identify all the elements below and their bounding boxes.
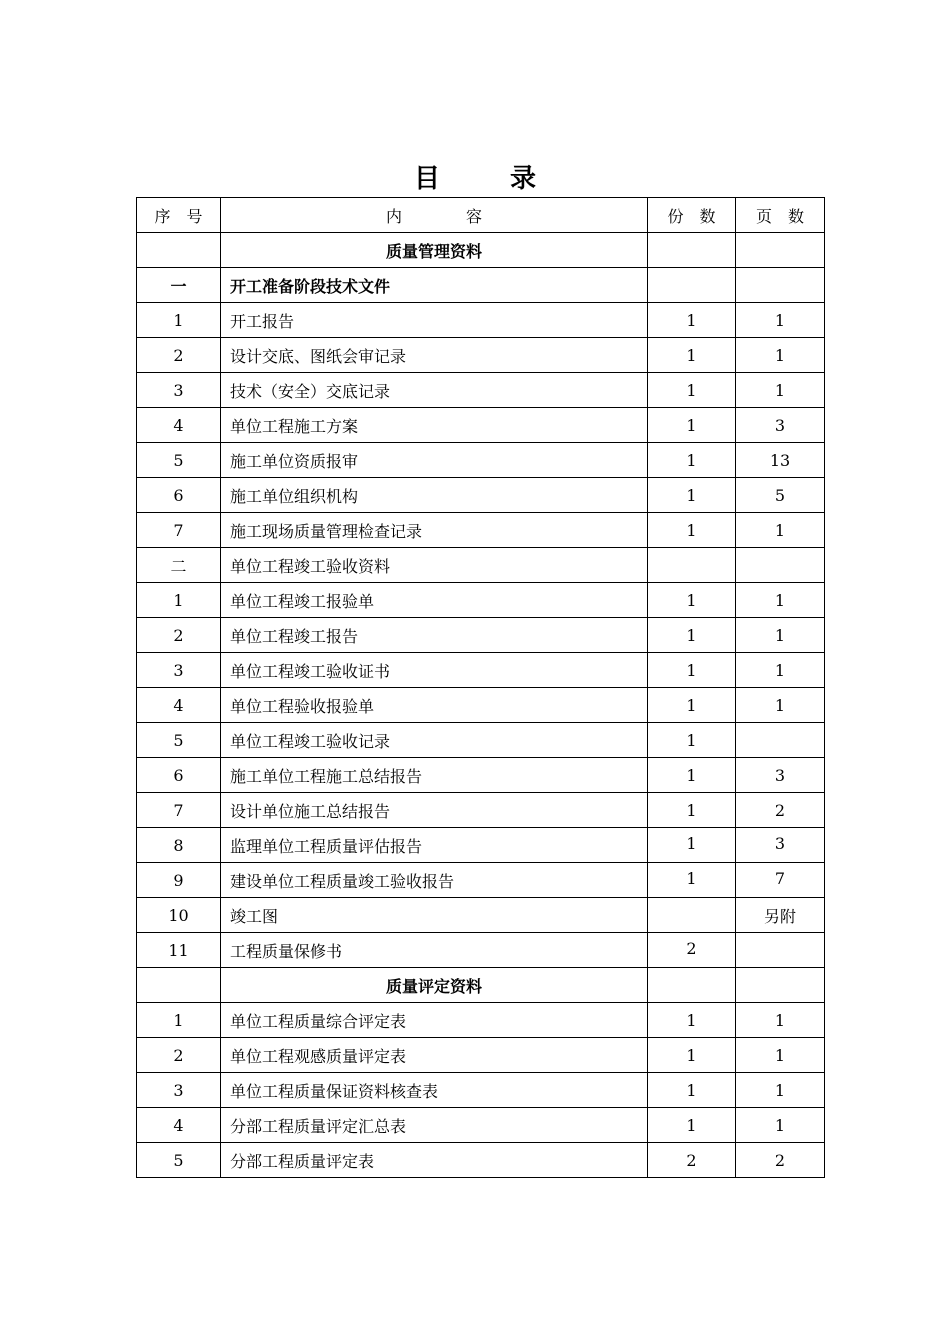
table-row — [137, 338, 825, 373]
row-pages — [736, 233, 825, 268]
row-pages: 2 — [736, 793, 825, 828]
row-seq — [137, 968, 221, 1003]
row-seq: 10 — [137, 898, 221, 933]
row-copies: 2 — [648, 933, 736, 968]
row-pages: 另附 — [736, 898, 825, 933]
row-content: 施工单位资质报审 — [221, 443, 648, 478]
row-pages: 3 — [736, 828, 825, 863]
row-copies: 1 — [648, 618, 736, 653]
row-seq: 8 — [137, 828, 221, 863]
row-pages: 7 — [736, 863, 825, 898]
row-copies: 1 — [648, 688, 736, 723]
row-pages: 1 — [736, 688, 825, 723]
table-row — [137, 863, 825, 898]
row-copies: 1 — [648, 373, 736, 408]
row-seq: 1 — [137, 303, 221, 338]
row-copies — [648, 968, 736, 1003]
table-row — [137, 268, 825, 303]
row-pages: 1 — [736, 1073, 825, 1108]
header-content: 内 容 — [221, 198, 648, 233]
page-title — [0, 158, 950, 195]
row-seq: 2 — [137, 338, 221, 373]
header-pages: 页 数 — [736, 198, 825, 233]
table-row — [137, 828, 825, 863]
row-pages: 1 — [736, 373, 825, 408]
row-seq: 7 — [137, 793, 221, 828]
row-content: 单位工程竣工验收证书 — [221, 653, 648, 688]
row-content: 工程质量保修书 — [221, 933, 648, 968]
row-content: 单位工程观感质量评定表 — [221, 1038, 648, 1073]
row-pages — [736, 723, 825, 758]
row-content: 建设单位工程质量竣工验收报告 — [221, 863, 648, 898]
table-row — [137, 653, 825, 688]
row-copies: 1 — [648, 1038, 736, 1073]
row-content: 技术（安全）交底记录 — [221, 373, 648, 408]
table-row — [137, 233, 825, 268]
row-copies: 1 — [648, 828, 736, 863]
row-copies: 1 — [648, 1108, 736, 1143]
row-copies: 1 — [648, 1003, 736, 1038]
row-pages: 1 — [736, 583, 825, 618]
row-seq: 3 — [137, 373, 221, 408]
row-pages: 1 — [736, 1038, 825, 1073]
table-row — [137, 1143, 825, 1178]
row-content: 分部工程质量评定汇总表 — [221, 1108, 648, 1143]
row-content: 施工现场质量管理检查记录 — [221, 513, 648, 548]
row-pages: 1 — [736, 1003, 825, 1038]
row-pages: 1 — [736, 303, 825, 338]
table-body — [137, 233, 825, 1178]
row-content: 单位工程竣工报告 — [221, 618, 648, 653]
row-content: 开工报告 — [221, 303, 648, 338]
row-content: 施工单位组织机构 — [221, 478, 648, 513]
row-copies: 1 — [648, 303, 736, 338]
table-row — [137, 513, 825, 548]
row-content: 设计交底、图纸会审记录 — [221, 338, 648, 373]
row-seq: 2 — [137, 1038, 221, 1073]
row-seq: 11 — [137, 933, 221, 968]
title-char-left: 目 — [413, 164, 440, 194]
table-row — [137, 898, 825, 933]
row-pages: 2 — [736, 1143, 825, 1178]
row-pages — [736, 933, 825, 968]
row-seq: 二 — [137, 548, 221, 583]
row-copies: 1 — [648, 653, 736, 688]
row-copies: 1 — [648, 513, 736, 548]
row-content: 单位工程施工方案 — [221, 408, 648, 443]
row-copies: 1 — [648, 478, 736, 513]
row-pages: 5 — [736, 478, 825, 513]
row-copies — [648, 548, 736, 583]
row-content: 单位工程竣工验收资料 — [221, 548, 648, 583]
table-row — [137, 688, 825, 723]
row-content: 单位工程质量综合评定表 — [221, 1003, 648, 1038]
row-copies: 2 — [648, 1143, 736, 1178]
row-copies: 1 — [648, 723, 736, 758]
row-seq: 一 — [137, 268, 221, 303]
table-row — [137, 1003, 825, 1038]
table-row — [137, 373, 825, 408]
row-seq: 1 — [137, 1003, 221, 1038]
row-seq: 5 — [137, 443, 221, 478]
row-seq: 9 — [137, 863, 221, 898]
row-copies: 1 — [648, 338, 736, 373]
row-pages: 3 — [736, 408, 825, 443]
row-pages: 1 — [736, 653, 825, 688]
title-char-right: 录 — [510, 164, 537, 194]
row-seq: 4 — [137, 1108, 221, 1143]
row-pages — [736, 548, 825, 583]
row-copies — [648, 898, 736, 933]
row-content: 单位工程竣工报验单 — [221, 583, 648, 618]
row-pages — [736, 968, 825, 1003]
row-seq: 6 — [137, 758, 221, 793]
row-pages: 13 — [736, 443, 825, 478]
row-seq: 4 — [137, 688, 221, 723]
table-row — [137, 618, 825, 653]
row-seq: 3 — [137, 1073, 221, 1108]
table-row — [137, 723, 825, 758]
table-row — [137, 1108, 825, 1143]
table-row — [137, 548, 825, 583]
table-row — [137, 478, 825, 513]
contents-table — [136, 197, 825, 1178]
row-seq: 2 — [137, 618, 221, 653]
row-seq: 7 — [137, 513, 221, 548]
row-seq — [137, 233, 221, 268]
row-seq: 5 — [137, 723, 221, 758]
row-copies — [648, 233, 736, 268]
row-copies: 1 — [648, 408, 736, 443]
table-row — [137, 303, 825, 338]
row-pages: 1 — [736, 618, 825, 653]
table-row — [137, 443, 825, 478]
row-seq: 5 — [137, 1143, 221, 1178]
row-seq: 6 — [137, 478, 221, 513]
row-content: 开工准备阶段技术文件 — [221, 268, 648, 303]
row-copies: 1 — [648, 793, 736, 828]
table-row — [137, 758, 825, 793]
row-pages: 3 — [736, 758, 825, 793]
header-copies: 份 数 — [648, 198, 736, 233]
table-row — [137, 1038, 825, 1073]
row-pages: 1 — [736, 513, 825, 548]
row-content: 单位工程验收报验单 — [221, 688, 648, 723]
row-content: 质量评定资料 — [221, 968, 648, 1003]
header-seq: 序 号 — [137, 198, 221, 233]
row-content: 单位工程质量保证资料核查表 — [221, 1073, 648, 1108]
row-content: 分部工程质量评定表 — [221, 1143, 648, 1178]
table-row — [137, 933, 825, 968]
table-row — [137, 793, 825, 828]
table-row — [137, 583, 825, 618]
row-seq: 4 — [137, 408, 221, 443]
row-copies: 1 — [648, 1073, 736, 1108]
row-pages: 1 — [736, 1108, 825, 1143]
row-content: 单位工程竣工验收记录 — [221, 723, 648, 758]
row-copies — [648, 268, 736, 303]
row-content: 质量管理资料 — [221, 233, 648, 268]
header-row — [137, 198, 825, 233]
row-copies: 1 — [648, 583, 736, 618]
row-copies: 1 — [648, 758, 736, 793]
table-row — [137, 408, 825, 443]
row-content: 竣工图 — [221, 898, 648, 933]
row-content: 监理单位工程质量评估报告 — [221, 828, 648, 863]
row-copies: 1 — [648, 863, 736, 898]
row-seq: 3 — [137, 653, 221, 688]
row-pages: 1 — [736, 338, 825, 373]
row-content: 设计单位施工总结报告 — [221, 793, 648, 828]
row-copies: 1 — [648, 443, 736, 478]
table-row — [137, 1073, 825, 1108]
row-content: 施工单位工程施工总结报告 — [221, 758, 648, 793]
table-row — [137, 968, 825, 1003]
row-pages — [736, 268, 825, 303]
row-seq: 1 — [137, 583, 221, 618]
